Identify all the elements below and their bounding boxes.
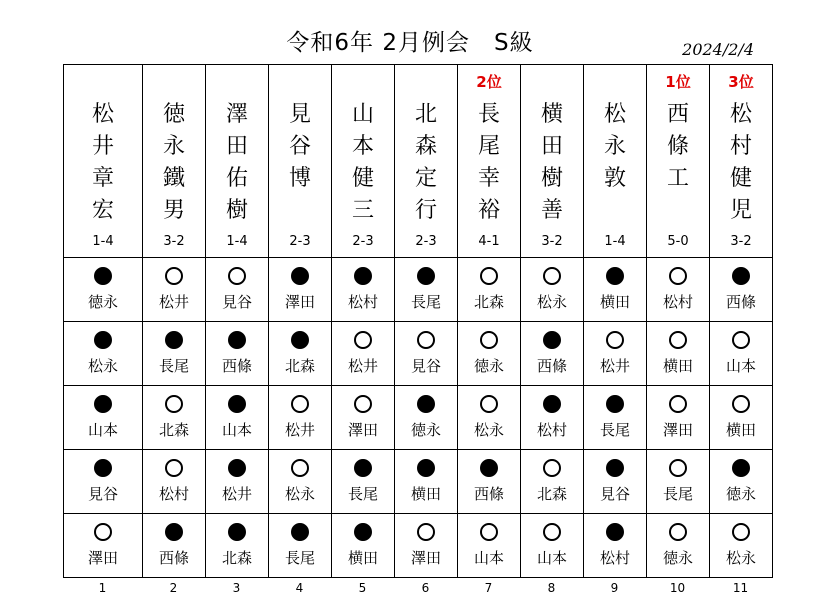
player-header bbox=[521, 65, 584, 258]
player-name: 西條 工 bbox=[666, 102, 712, 191]
game-result-cell bbox=[458, 514, 521, 578]
game-result-cell bbox=[647, 514, 710, 578]
game-result-cell bbox=[269, 514, 332, 578]
game-result-cell bbox=[521, 514, 584, 578]
player-header bbox=[64, 65, 143, 258]
opponent-name: 長尾 bbox=[158, 357, 189, 375]
win-loss-record: 4-1 bbox=[478, 234, 500, 249]
game-result-cell bbox=[710, 322, 773, 386]
filled-circle-icon bbox=[228, 395, 246, 413]
open-circle-icon bbox=[480, 267, 498, 285]
player-name: 松井章宏 bbox=[91, 102, 114, 223]
player-header bbox=[458, 65, 521, 258]
opponent-name: 北森 bbox=[158, 421, 189, 439]
game-result-cell bbox=[458, 450, 521, 514]
open-circle-icon bbox=[94, 523, 112, 541]
opponent-name: 松村 bbox=[536, 421, 567, 439]
open-circle-icon bbox=[480, 395, 498, 413]
opponent-name: 北森 bbox=[284, 357, 315, 375]
open-circle-icon bbox=[732, 331, 750, 349]
game-result-cell bbox=[647, 386, 710, 450]
open-circle-icon bbox=[291, 395, 309, 413]
game-result-cell bbox=[64, 258, 143, 322]
opponent-name: 西條 bbox=[221, 357, 252, 375]
player-header bbox=[206, 65, 269, 258]
opponent-name: 松村 bbox=[347, 293, 378, 311]
game-result-cell bbox=[206, 322, 269, 386]
opponent-name: 西條 bbox=[536, 357, 567, 375]
opponent-name: 松井 bbox=[221, 485, 252, 503]
open-circle-icon bbox=[165, 459, 183, 477]
player-header bbox=[269, 65, 332, 258]
game-result-cell bbox=[143, 450, 206, 514]
player-number: 7 bbox=[484, 581, 493, 595]
filled-circle-icon bbox=[94, 331, 112, 349]
filled-circle-icon bbox=[606, 267, 624, 285]
opponent-name: 松永 bbox=[87, 357, 118, 375]
game-result-cell bbox=[332, 386, 395, 450]
open-circle-icon bbox=[669, 395, 687, 413]
game-result-cell bbox=[64, 514, 143, 578]
win-loss-record: 2-3 bbox=[352, 234, 374, 249]
game-result-cell bbox=[521, 386, 584, 450]
game-result-cell bbox=[206, 258, 269, 322]
opponent-name: 長尾 bbox=[410, 293, 441, 311]
win-loss-record: 3-2 bbox=[163, 234, 185, 249]
player-number: 8 bbox=[547, 581, 556, 595]
player-name: 松永 敦 bbox=[603, 102, 649, 191]
opponent-name: 徳永 bbox=[87, 293, 118, 311]
game-result-cell bbox=[269, 258, 332, 322]
filled-circle-icon bbox=[606, 459, 624, 477]
game-result-cell bbox=[521, 322, 584, 386]
filled-circle-icon bbox=[543, 395, 561, 413]
opponent-name: 松永 bbox=[725, 549, 756, 567]
opponent-name: 山本 bbox=[221, 421, 252, 439]
player-number: 11 bbox=[732, 581, 749, 595]
game-result-cell bbox=[332, 258, 395, 322]
opponent-name: 横田 bbox=[347, 549, 378, 567]
filled-circle-icon bbox=[291, 523, 309, 541]
game-result-cell bbox=[143, 514, 206, 578]
player-header bbox=[332, 65, 395, 258]
game-result-cell bbox=[64, 386, 143, 450]
player-name: 長尾幸裕 bbox=[477, 102, 500, 223]
game-result-cell bbox=[395, 258, 458, 322]
open-circle-icon bbox=[480, 523, 498, 541]
win-loss-record: 3-2 bbox=[730, 234, 752, 249]
rank-label: 3位 bbox=[728, 73, 754, 91]
player-name: 北森定行 bbox=[414, 102, 437, 223]
player-header bbox=[143, 65, 206, 258]
win-loss-record: 1-4 bbox=[92, 234, 114, 249]
opponent-name: 澤田 bbox=[347, 421, 378, 439]
filled-circle-icon bbox=[228, 331, 246, 349]
player-name: 山本健三 bbox=[351, 102, 374, 223]
game-result-cell bbox=[395, 514, 458, 578]
game-result-cell bbox=[584, 322, 647, 386]
player-name: 見谷 博 bbox=[288, 102, 334, 191]
win-loss-record: 2-3 bbox=[415, 234, 437, 249]
filled-circle-icon bbox=[417, 459, 435, 477]
opponent-name: 徳永 bbox=[473, 357, 504, 375]
player-number: 3 bbox=[232, 581, 241, 595]
filled-circle-icon bbox=[165, 331, 183, 349]
game-result-cell bbox=[584, 258, 647, 322]
filled-circle-icon bbox=[354, 523, 372, 541]
game-result-cell bbox=[143, 322, 206, 386]
filled-circle-icon bbox=[417, 267, 435, 285]
opponent-name: 徳永 bbox=[662, 549, 693, 567]
opponent-name: 澤田 bbox=[284, 293, 315, 311]
rank-label: 1位 bbox=[665, 73, 691, 91]
game-result-cell bbox=[269, 450, 332, 514]
opponent-name: 山本 bbox=[473, 549, 504, 567]
game-result-cell bbox=[584, 450, 647, 514]
event-date: 2024/2/4 bbox=[682, 40, 754, 59]
opponent-name: 西條 bbox=[473, 485, 504, 503]
player-header bbox=[647, 65, 710, 258]
game-result-cell bbox=[710, 450, 773, 514]
filled-circle-icon bbox=[228, 459, 246, 477]
game-result-cell bbox=[206, 514, 269, 578]
page-title: 令和6年 2月例会 S級 bbox=[286, 30, 534, 56]
player-number: 4 bbox=[295, 581, 304, 595]
opponent-name: 見谷 bbox=[87, 485, 118, 503]
open-circle-icon bbox=[606, 331, 624, 349]
player-number: 1 bbox=[98, 581, 107, 595]
opponent-name: 山本 bbox=[536, 549, 567, 567]
opponent-name: 澤田 bbox=[662, 421, 693, 439]
filled-circle-icon bbox=[354, 459, 372, 477]
game-result-cell bbox=[710, 386, 773, 450]
game-result-cell bbox=[710, 514, 773, 578]
game-result-cell bbox=[647, 258, 710, 322]
opponent-name: 北森 bbox=[221, 549, 252, 567]
opponent-name: 横田 bbox=[662, 357, 693, 375]
game-result-cell bbox=[269, 386, 332, 450]
game-result-cell bbox=[458, 386, 521, 450]
game-result-cell bbox=[395, 386, 458, 450]
open-circle-icon bbox=[480, 331, 498, 349]
game-result-cell bbox=[64, 450, 143, 514]
filled-circle-icon bbox=[228, 523, 246, 541]
game-result-cell bbox=[143, 386, 206, 450]
game-result-cell bbox=[332, 322, 395, 386]
player-number-row bbox=[63, 581, 772, 595]
filled-circle-icon bbox=[480, 459, 498, 477]
opponent-name: 松村 bbox=[599, 549, 630, 567]
filled-circle-icon bbox=[291, 331, 309, 349]
open-circle-icon bbox=[354, 395, 372, 413]
opponent-name: 横田 bbox=[410, 485, 441, 503]
opponent-name: 松井 bbox=[158, 293, 189, 311]
opponent-name: 松永 bbox=[473, 421, 504, 439]
filled-circle-icon bbox=[606, 395, 624, 413]
game-result-cell bbox=[647, 450, 710, 514]
open-circle-icon bbox=[417, 331, 435, 349]
opponent-name: 松永 bbox=[284, 485, 315, 503]
filled-circle-icon bbox=[354, 267, 372, 285]
opponent-name: 長尾 bbox=[284, 549, 315, 567]
game-result-cell bbox=[458, 258, 521, 322]
game-result-cell bbox=[521, 450, 584, 514]
win-loss-record: 2-3 bbox=[289, 234, 311, 249]
opponent-name: 横田 bbox=[599, 293, 630, 311]
open-circle-icon bbox=[732, 523, 750, 541]
game-result-cell bbox=[521, 258, 584, 322]
game-result-cell bbox=[458, 322, 521, 386]
game-result-cell bbox=[206, 386, 269, 450]
open-circle-icon bbox=[417, 523, 435, 541]
opponent-name: 山本 bbox=[725, 357, 756, 375]
filled-circle-icon bbox=[94, 459, 112, 477]
opponent-name: 松井 bbox=[599, 357, 630, 375]
player-number: 5 bbox=[358, 581, 367, 595]
game-result-cell bbox=[206, 450, 269, 514]
win-loss-record: 1-4 bbox=[604, 234, 626, 249]
opponent-name: 北森 bbox=[536, 485, 567, 503]
open-circle-icon bbox=[732, 395, 750, 413]
open-circle-icon bbox=[543, 523, 561, 541]
player-name: 徳永鐵男 bbox=[162, 102, 185, 223]
player-number: 10 bbox=[669, 581, 686, 595]
game-result-cell bbox=[269, 322, 332, 386]
game-result-cell bbox=[395, 322, 458, 386]
opponent-name: 松村 bbox=[158, 485, 189, 503]
game-result-cell bbox=[143, 258, 206, 322]
filled-circle-icon bbox=[94, 267, 112, 285]
open-circle-icon bbox=[354, 331, 372, 349]
results-table bbox=[63, 64, 773, 578]
opponent-name: 山本 bbox=[87, 421, 118, 439]
game-result-cell bbox=[710, 258, 773, 322]
opponent-name: 長尾 bbox=[347, 485, 378, 503]
opponent-name: 横田 bbox=[725, 421, 756, 439]
game-result-cell bbox=[64, 322, 143, 386]
opponent-name: 澤田 bbox=[87, 549, 118, 567]
game-result-cell bbox=[584, 386, 647, 450]
open-circle-icon bbox=[669, 331, 687, 349]
filled-circle-icon bbox=[732, 267, 750, 285]
opponent-name: 西條 bbox=[158, 549, 189, 567]
open-circle-icon bbox=[543, 267, 561, 285]
player-name: 松村健児 bbox=[729, 102, 752, 223]
game-result-cell bbox=[584, 514, 647, 578]
opponent-name: 長尾 bbox=[599, 421, 630, 439]
game-result-cell bbox=[395, 450, 458, 514]
player-number: 9 bbox=[610, 581, 619, 595]
filled-circle-icon bbox=[732, 459, 750, 477]
open-circle-icon bbox=[291, 459, 309, 477]
player-name: 横田樹善 bbox=[540, 102, 563, 223]
opponent-name: 長尾 bbox=[662, 485, 693, 503]
game-result-cell bbox=[332, 450, 395, 514]
open-circle-icon bbox=[228, 267, 246, 285]
opponent-name: 見谷 bbox=[599, 485, 630, 503]
player-number: 6 bbox=[421, 581, 430, 595]
player-header bbox=[584, 65, 647, 258]
filled-circle-icon bbox=[291, 267, 309, 285]
win-loss-record: 1-4 bbox=[226, 234, 248, 249]
opponent-name: 徳永 bbox=[410, 421, 441, 439]
opponent-name: 北森 bbox=[473, 293, 504, 311]
win-loss-record: 3-2 bbox=[541, 234, 563, 249]
game-result-cell bbox=[332, 514, 395, 578]
player-number: 2 bbox=[169, 581, 178, 595]
opponent-name: 松井 bbox=[284, 421, 315, 439]
opponent-name: 西條 bbox=[725, 293, 756, 311]
rank-label: 2位 bbox=[476, 73, 502, 91]
game-result-cell bbox=[647, 322, 710, 386]
open-circle-icon bbox=[165, 395, 183, 413]
opponent-name: 見谷 bbox=[221, 293, 252, 311]
open-circle-icon bbox=[165, 267, 183, 285]
player-name: 澤田佑樹 bbox=[225, 102, 248, 223]
player-header bbox=[710, 65, 773, 258]
opponent-name: 松永 bbox=[536, 293, 567, 311]
open-circle-icon bbox=[669, 267, 687, 285]
filled-circle-icon bbox=[165, 523, 183, 541]
open-circle-icon bbox=[543, 459, 561, 477]
opponent-name: 澤田 bbox=[410, 549, 441, 567]
open-circle-icon bbox=[669, 523, 687, 541]
opponent-name: 見谷 bbox=[410, 357, 441, 375]
win-loss-record: 5-0 bbox=[667, 234, 689, 249]
player-header bbox=[395, 65, 458, 258]
opponent-name: 松井 bbox=[347, 357, 378, 375]
opponent-name: 松村 bbox=[662, 293, 693, 311]
filled-circle-icon bbox=[543, 331, 561, 349]
filled-circle-icon bbox=[417, 395, 435, 413]
open-circle-icon bbox=[669, 459, 687, 477]
filled-circle-icon bbox=[94, 395, 112, 413]
opponent-name: 徳永 bbox=[725, 485, 756, 503]
filled-circle-icon bbox=[606, 523, 624, 541]
